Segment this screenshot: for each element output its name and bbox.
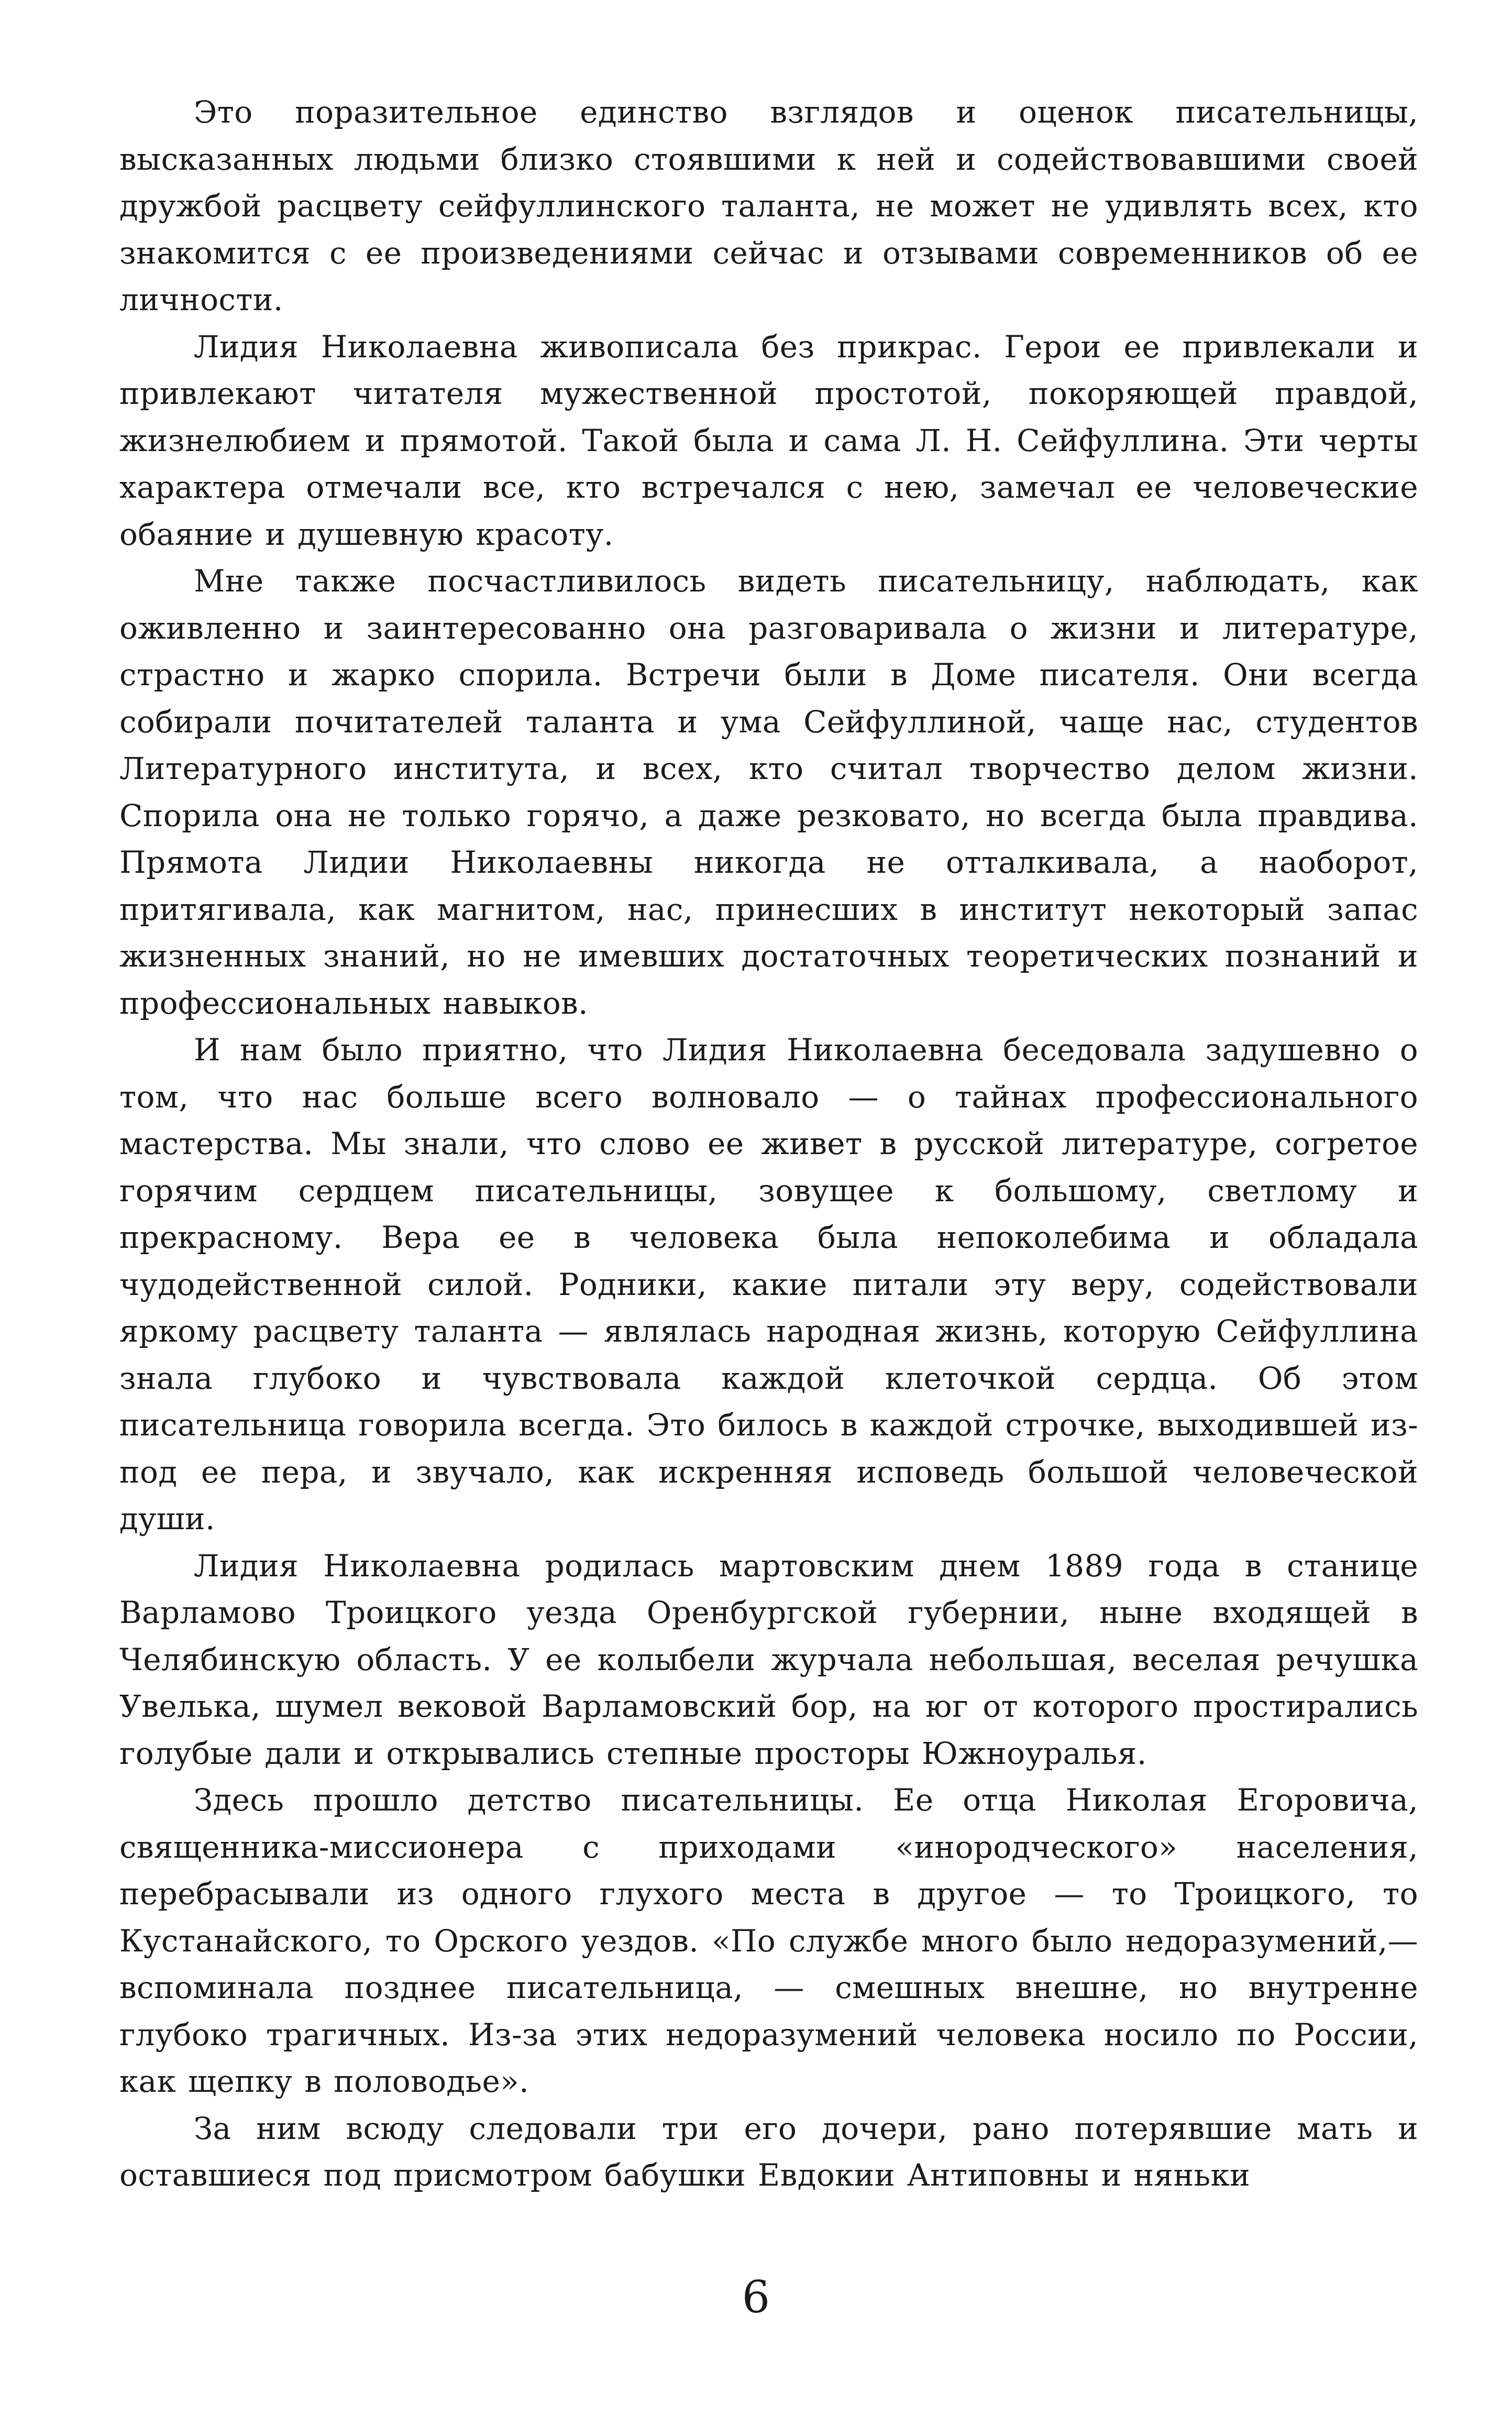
- page-number: 6: [742, 2272, 770, 2323]
- paragraph: Лидия Николаевна родилась мартовским днем 1889 года в станице Варламово Троицкого уезда Оренбургской губернии, ныне входящей в Челябинскую область. У ее колыбели журчала небольшая, веселая речушка Увелька, шумел вековой Варламовский бор, на юг от которого простирались голубые дали и открывались степные просторы Южноуралья.: [119, 1548, 1418, 1771]
- paragraph: И нам было приятно, что Лидия Николаевна беседовала задушевно о том, что нас больше всего волновало — о тайнах профессионального мастерства. Мы знали, что слово ее живет в русской литературе, согретое горячим сердцем писательницы, зовущее к большому, светлому и прекрасному. Вера ее в человека была непоколебима и обладала чудодейственной силой. Родники, какие питали эту веру, содействовали яркому расцвету таланта — являлась народная жизнь, которую Сейфуллина знала глубоко и чувствовала каждой клеточкой сердца. Об этом писательница говорила всегда. Это билось в каждой строчке, выходившей из-под ее пера, и звучало, как искренняя исповедь большой человеческой души.: [119, 1032, 1418, 1537]
- paragraph: Здесь прошло детство писательницы. Ее отца Николая Егоровича, священника-миссионера с приходами «инородческого» населения, перебрасывали из одного глухого места в другое — то Троицкого, то Кустанайского, то Орского уездов. «По службе много было недоразумений,— вспоминала позднее писательница, — смешных внешне, но внутренне глубоко трагичных. Из-за этих недоразумений человека носило по России, как щепку в половодье».: [119, 1782, 1418, 2099]
- page-body: [119, 89, 1418, 2199]
- paragraph: За ним всюду следовали три его дочери, рано потерявшие мать и оставшиеся под присмотром бабушки Евдокии Антиповны и няньки: [119, 2110, 1418, 2193]
- paragraph: Лидия Николаевна живописала без прикрас. Герои ее привлекали и привлекают читателя мужественной простотой, покоряющей правдой, жизнелюбием и прямотой. Такой была и сама Л. Н. Сейфуллина. Эти черты характера отмечали все, кто встречался с нею, замечал ее человеческие обаяние и душевную красоту.: [119, 328, 1418, 552]
- paragraph: Это поразительное единство взглядов и оценок писательницы, высказанных людьми близко стоявшими к ней и содействовавшими своей дружбой расцвету сейфуллинского таланта, не может не удивлять всех, кто знакомится с ее произведениями сейчас и отзывами современников об ее личности.: [119, 94, 1418, 317]
- paragraph: Мне также посчастливилось видеть писательницу, наблюдать, как оживленно и заинтересованно она разговаривала о жизни и литературе, страстно и жарко спорила. Встречи были в Доме писателя. Они всегда собирали почитателей таланта и ума Сейфуллиной, чаще нас, студентов Литературного института, и всех, кто считал творчество делом жизни. Спорила она не только горячо, а даже резковато, но всегда была правдива. Прямота Лидии Николаевны никогда не отталкивала, а наоборот, притягивала, как магнитом, нас, принесших в институт некоторый запас жизненных знаний, но не имевших достаточных теоретических познаний и профессиональных навыков.: [119, 563, 1418, 1021]
